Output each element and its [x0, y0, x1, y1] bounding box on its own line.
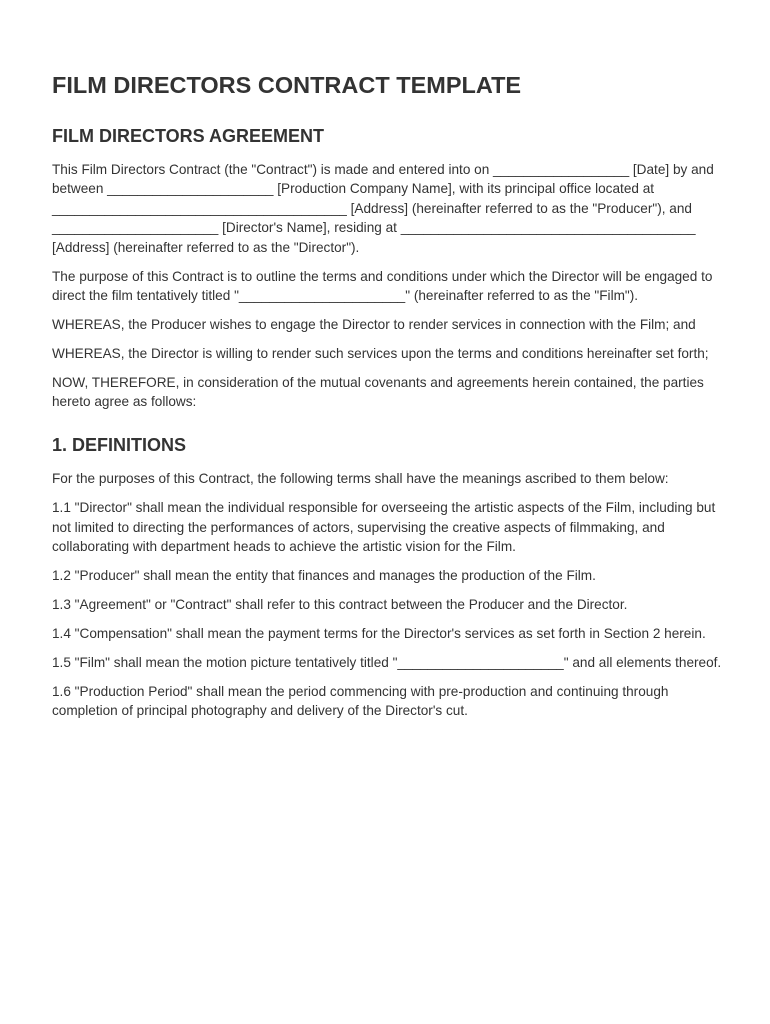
definition-film: 1.5 "Film" shall mean the motion picture tentatively titled "______________________" and all elements thereof.: [52, 654, 722, 670]
definition-producer: 1.2 "Producer" shall mean the entity that finances and manages the production of the Film.: [52, 568, 596, 584]
document-page: [52, 70, 724, 730]
definition-director: 1.1 "Director" shall mean the individual responsible for overseeing the artistic aspects of the Film, including but not limited to directing the performances of actors, supervising the creative aspects of filmmaking, and collaborating with department heads to achieve the artistic vision for the Film.: [52, 500, 716, 555]
document-title: FILM DIRECTORS CONTRACT TEMPLATE: [52, 72, 522, 98]
whereas-paragraph-director: WHEREAS, the Director is willing to render such services upon the terms and conditions hereinafter set forth;: [52, 345, 709, 361]
intro-paragraph-parties: This Film Directors Contract (the "Contract") is made and entered into on __________________ [Date] by and between ______________________ [Production Company Name], with its principal office located at _______________________________________ [Address] (hereinafter referred to as the "Producer"), and ______________________ [Director's Name], residing at _______________________________________ [Address] (hereinafter referred to as the "Director").: [52, 162, 714, 255]
now-therefore-paragraph: NOW, THEREFORE, in consideration of the mutual covenants and agreements herein contained, the parties hereto agree as follows:: [52, 374, 704, 410]
definitions-intro-paragraph: For the purposes of this Contract, the following terms shall have the meanings ascribed to them below:: [52, 471, 669, 487]
agreement-subtitle: FILM DIRECTORS AGREEMENT: [52, 126, 325, 146]
intro-paragraph-purpose: The purpose of this Contract is to outline the terms and conditions under which the Director will be engaged to direct the film tentatively titled "______________________" (hereinafter referred to as the "Film").: [52, 268, 713, 303]
definition-compensation: 1.4 "Compensation" shall mean the payment terms for the Director's services as set forth in Section 2 herein.: [52, 625, 706, 641]
whereas-paragraph-producer: WHEREAS, the Producer wishes to engage the Director to render services in connection with the Film; and: [52, 316, 696, 332]
definition-agreement: 1.3 "Agreement" or "Contract" shall refer to this contract between the Producer and the Director.: [52, 597, 628, 612]
definition-production-period: 1.6 "Production Period" shall mean the period commencing with pre-production and continuing through completion of principal photography and delivery of the Director's cut.: [52, 683, 669, 719]
section-heading-definitions: 1. DEFINITIONS: [52, 435, 187, 456]
